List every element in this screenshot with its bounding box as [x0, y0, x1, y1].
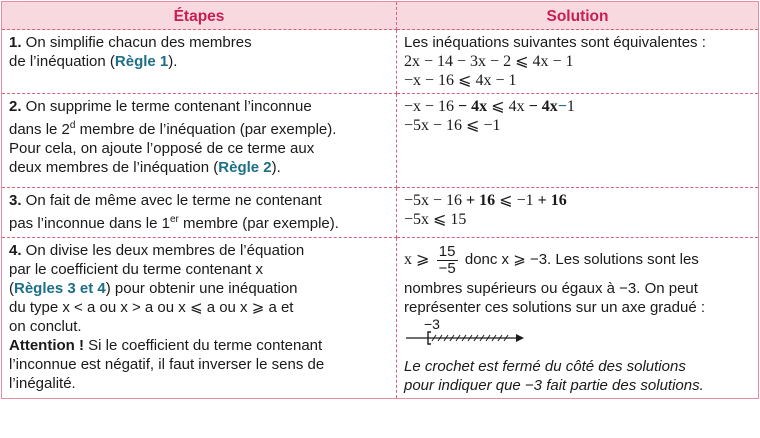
header-etapes: Étapes [2, 2, 397, 30]
superscript: er [169, 214, 179, 225]
note-text: pour indiquer que −3 fait partie des solutions. [404, 377, 704, 394]
table-row [2, 94, 759, 188]
rule-reference: Règle 2 [218, 159, 272, 176]
number-line-graphic [404, 318, 534, 352]
attention-label: Attention ! [9, 337, 84, 354]
step-number: 1. [9, 34, 22, 51]
step-text: on conclut. [9, 318, 82, 335]
equation-part: ⩽ −1 [495, 192, 538, 209]
superscript: d [69, 120, 76, 131]
header-row [2, 2, 759, 30]
step-number: 3. [9, 192, 22, 209]
step-text: On supprime le terme contenant l’inconnue [21, 98, 312, 115]
table-row [2, 188, 759, 238]
step-number: 4. [9, 242, 22, 259]
step-text: ( [9, 280, 14, 297]
step-text: On simplifie chacun des membres [21, 34, 252, 51]
fraction-numerator: 15 [437, 244, 458, 261]
solution-cell [397, 30, 759, 94]
solution-equation: −x − 16 ⩽ 4x − 1 [404, 72, 517, 89]
equation-part: −x − 16 [404, 98, 459, 115]
step-text: On fait de même avec le terme ne contenant [21, 192, 322, 209]
equation-part: 1 [566, 98, 575, 115]
axis-arrow [516, 334, 524, 342]
solution-text: représenter ces solutions sur un axe gradué : [404, 299, 706, 316]
solution-equation: x ⩾ [404, 251, 430, 268]
fraction [437, 244, 458, 277]
step-number: 2. [9, 98, 22, 115]
equation-part-blue: − [557, 98, 567, 115]
solution-equation: −5x ⩽ 15 [404, 211, 467, 228]
rule-reference: Règles 3 et 4 [14, 280, 106, 297]
solution-text: Les inéquations suivantes sont équivalentes : [404, 34, 706, 51]
fraction-denominator: −5 [438, 259, 456, 277]
method-table [1, 1, 759, 399]
equation-part-bold: + 16 [537, 192, 567, 209]
solution-equation: 2x − 14 − 3x − 2 ⩽ 4x − 1 [404, 53, 574, 70]
step-text: ) pour obtenir une inéquation [105, 280, 298, 297]
step-text: de l’inéquation ( [9, 53, 115, 70]
step-text: du type x < a ou x > a ou x ⩽ a ou x ⩾ a et [9, 299, 294, 316]
step-cell [2, 30, 397, 94]
table-row [2, 238, 759, 399]
step-text: dans le 2 [9, 121, 70, 138]
table-row [2, 30, 759, 94]
equation-part-bold: − 4x [458, 98, 488, 115]
rule-reference: Règle 1 [114, 53, 169, 70]
solution-cell [397, 188, 759, 238]
step-text: ). [271, 159, 281, 176]
step-text: Pour cela, on ajoute l’opposé de ce terme aux [9, 140, 315, 157]
step-text: ). [168, 53, 178, 70]
header-solution: Solution [397, 2, 759, 30]
step-text: par le coefficient du terme contenant x [9, 261, 264, 278]
number-line [404, 318, 751, 357]
step-text: membre (par exemple). [178, 215, 339, 232]
step-text: pas l’inconnue dans le 1 [9, 215, 170, 232]
equation-part: −5x − 16 [404, 192, 467, 209]
solution-text: nombres supérieurs ou égaux à −3. On peut [404, 280, 698, 297]
step-cell [2, 188, 397, 238]
equation-part-bold: + 16 [466, 192, 496, 209]
step-cell [2, 94, 397, 188]
solution-cell [397, 238, 759, 399]
step-text: l’inconnue est négatif, il faut inverser le sens de [9, 356, 325, 373]
solution-cell [397, 94, 759, 188]
step-text: On divise les deux membres de l’équation [21, 242, 305, 259]
equation-part: ⩽ 4x [487, 98, 529, 115]
step-text: deux membres de l’inéquation ( [9, 159, 219, 176]
step-text: Si le coefficient du terme contenant [83, 337, 323, 354]
solution-equation: −5x − 16 ⩽ −1 [404, 117, 501, 134]
axis-tick-label: −3 [424, 318, 440, 332]
step-cell [2, 238, 397, 399]
note-text: Le crochet est fermé du côté des solutions [404, 358, 686, 375]
step-text: membre de l’inéquation (par exemple). [75, 121, 337, 138]
step-text: l’inégalité. [9, 375, 76, 392]
equation-part-bold: − 4x [528, 98, 558, 115]
solution-text: donc x ⩾ −3. Les solutions sont les [464, 251, 699, 268]
